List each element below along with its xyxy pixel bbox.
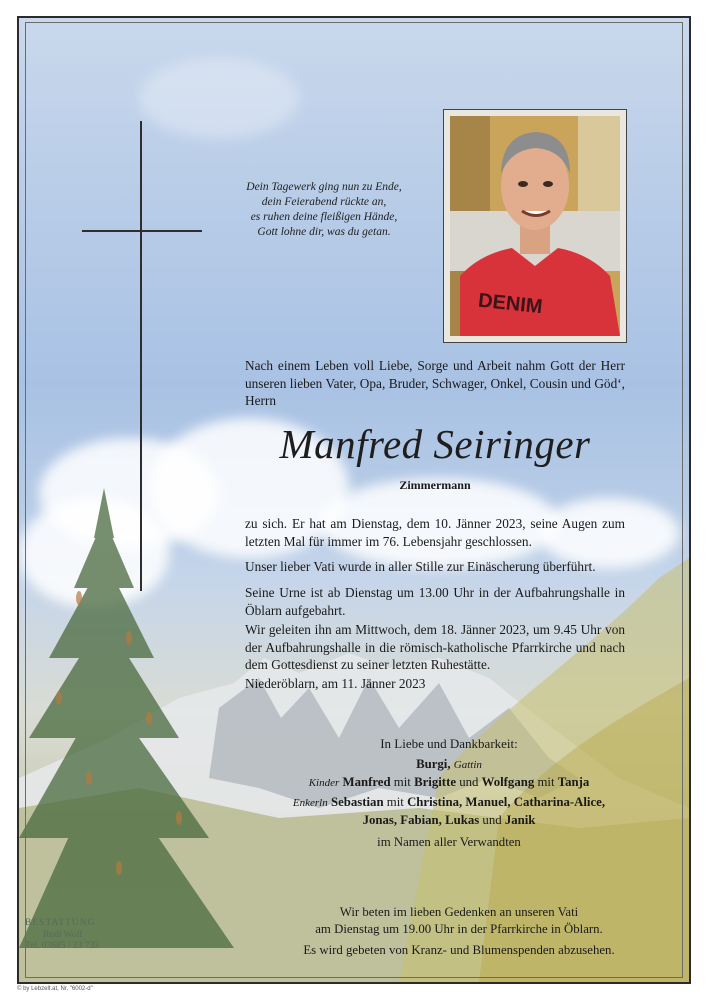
undertaker-phone: Tel. 03685 / 23 733 xyxy=(25,941,100,951)
verse-line: es ruhen deine fleißigen Hände, xyxy=(250,211,398,223)
connector: mit xyxy=(386,795,404,809)
obituary-card xyxy=(17,16,691,984)
children-label: Kinder xyxy=(308,777,340,789)
family-intro: In Liebe und Dankbarkeit: xyxy=(380,736,518,751)
verse-line: dein Feierabend rückte an, xyxy=(261,196,387,208)
family-relatives: im Namen aller Verwandten xyxy=(377,835,521,849)
place-date: Niederöblarn, am 11. Jänner 2023 xyxy=(245,676,426,691)
undertaker-name: BESTATTUNG xyxy=(25,918,96,928)
funeral-notice: Wir geleiten ihn am Mittwoch, dem 18. Jänner 2023, um 9.45 Uhr von der Aufbahrungshalle in die römisch-katholische Pfarrkirche und nach dem Gottesdienst zu seiner letzten Ruhestätte. xyxy=(245,622,625,672)
verse-line: Gott lohne dir, was du getan. xyxy=(257,226,391,238)
family-line-grandchildren xyxy=(229,794,669,812)
prayer-notice-2: am Dienstag um 19.00 Uhr in der Pfarrkirche in Öblarn. xyxy=(315,922,603,936)
partner-name: Brigitte xyxy=(414,775,457,789)
verse-line: Dein Tagewerk ging nun zu Ende, xyxy=(246,181,402,193)
cross-horizontal-bar xyxy=(82,230,202,232)
undertaker-owner: Rudi Wolf xyxy=(43,929,83,940)
death-notice: zu sich. Er hat am Dienstag, dem 10. Jänner 2023, seine Augen zum letzten Mal für immer im 76. Lebensjahr geschlossen. xyxy=(245,516,625,549)
flowers-notice: Es wird gebeten von Kranz- und Blumenspenden abzusehen. xyxy=(303,943,615,957)
grandchild-names: Jonas, Fabian, Lukas xyxy=(362,813,480,827)
grandchild-name: Sebastian xyxy=(330,795,384,809)
child-name: Manfred xyxy=(342,775,391,789)
deceased-name: Manfred Seiringer xyxy=(279,421,591,467)
grandchildren-label: Enkerln xyxy=(292,797,328,809)
copyright-note: © by Lebzelt.at, Nr. "6002-d" xyxy=(17,986,93,992)
portrait-illustration xyxy=(450,116,620,336)
connector: und xyxy=(482,813,502,827)
connector: und xyxy=(459,775,479,789)
family-line-grandchildren-2 xyxy=(229,812,669,829)
child-name: Wolfgang xyxy=(481,775,535,789)
memorial-verse xyxy=(209,180,439,240)
profession: Zimmermann xyxy=(399,478,471,492)
portrait-photo xyxy=(450,116,620,336)
undertaker-stamp xyxy=(25,918,135,953)
grandchild-name: Janik xyxy=(504,813,536,827)
urn-notice: Seine Urne ist ab Dienstag um 13.00 Uhr in der Aufbahrungshalle in Öblarn aufgebahrt. xyxy=(245,585,625,618)
family-line-wife xyxy=(229,756,669,774)
intro-text: Nach einem Leben voll Liebe, Sorge und Arbeit nahm Gott der Herr unseren lieben Vater, Opa, Bruder, Schwager, Onkel, Cousin und Göd‘, Herrn xyxy=(245,358,625,408)
prayer-notice-1: Wir beten im lieben Gedenken an unseren Vati xyxy=(339,905,579,919)
grandchild-partner-list: Christina, Manuel, Catharina-Alice, xyxy=(407,795,606,809)
portrait-frame xyxy=(443,109,627,343)
wife-role: Gattin xyxy=(453,759,482,771)
wife-name: Burgi, xyxy=(416,757,451,771)
cross-vertical-bar xyxy=(140,121,142,591)
partner-name: Tanja xyxy=(557,775,590,789)
family-line-children xyxy=(229,774,669,792)
connector: mit xyxy=(393,775,411,789)
cremation-notice: Unser lieber Vati wurde in aller Stille zur Einäscherung überführt. xyxy=(245,559,596,574)
svg-text:DENIM: DENIM xyxy=(477,289,544,319)
connector: mit xyxy=(537,775,555,789)
